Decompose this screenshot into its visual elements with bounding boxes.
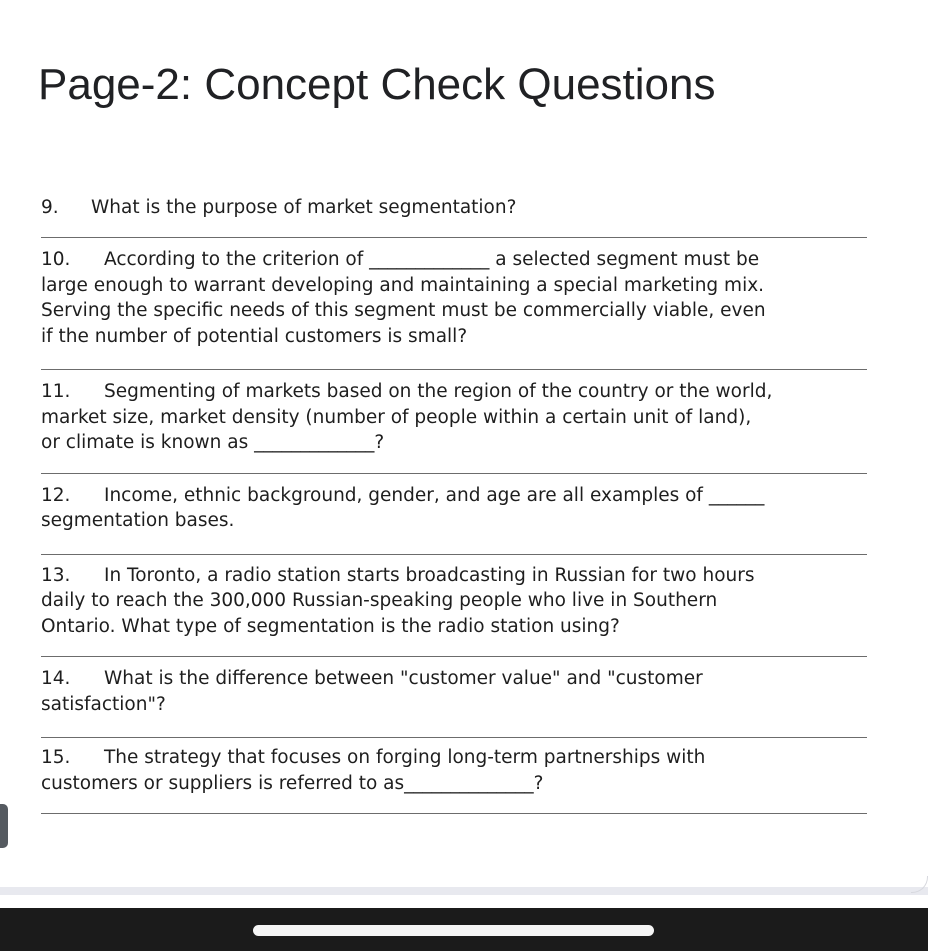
question-text-line: or climate is known as _____________? xyxy=(41,432,385,453)
question-number: 14. xyxy=(41,668,71,689)
home-indicator[interactable] xyxy=(253,925,654,936)
question-number: 13. xyxy=(41,564,71,586)
question-text-line: Segmenting of markets based on the region of the country or the world, xyxy=(104,381,773,402)
question-text-line: segmentation bases. xyxy=(41,510,235,531)
question-number: 11. xyxy=(41,381,71,402)
question-number: 10. xyxy=(41,249,71,270)
question-14 xyxy=(41,666,867,717)
page-title: Page-2: Concept Check Questions xyxy=(38,60,716,109)
question-text-line: large enough to warrant developing and maintaining a special marketing mix. xyxy=(41,274,765,296)
question-9 xyxy=(41,195,867,220)
answer-line xyxy=(41,813,867,814)
question-number: 12. xyxy=(41,484,71,506)
page-edge xyxy=(0,887,928,895)
question-text-line: customers or suppliers is referred to as______________? xyxy=(41,772,544,794)
question-text-line: if the number of potential customers is small? xyxy=(41,325,468,347)
question-list xyxy=(41,195,867,814)
question-text-line: What is the purpose of market segmentation? xyxy=(91,197,517,218)
question-text-line: Serving the specific needs of this segment must be commercially viable, even xyxy=(41,300,766,321)
question-text-line: daily to reach the 300,000 Russian-speaking people who live in Southern xyxy=(41,590,718,611)
question-text-line: According to the criterion of _____________ a selected segment must be xyxy=(104,249,760,270)
scroll-handle[interactable] xyxy=(0,804,8,848)
question-number: 15. xyxy=(41,747,71,768)
question-12 xyxy=(41,483,867,534)
question-text-line: market size, market density (number of people within a certain unit of land), xyxy=(41,406,752,428)
question-15 xyxy=(41,745,867,796)
system-navigation-bar xyxy=(0,908,928,951)
question-text-line: In Toronto, a radio station starts broadcasting in Russian for two hours xyxy=(104,564,755,586)
question-text-line: What is the difference between "customer value" and "customer xyxy=(104,668,703,689)
question-text-line: Income, ethnic background, gender, and age are all examples of ______ xyxy=(104,484,765,506)
question-text-line: The strategy that focuses on forging long-term partnerships with xyxy=(104,747,706,768)
question-10 xyxy=(41,247,867,349)
question-text-line: Ontario. What type of segmentation is the radio station using? xyxy=(41,615,620,637)
question-number: 9. xyxy=(41,197,59,218)
question-11 xyxy=(41,379,867,456)
question-text-line: satisfaction"? xyxy=(41,693,166,715)
question-13 xyxy=(41,563,867,640)
